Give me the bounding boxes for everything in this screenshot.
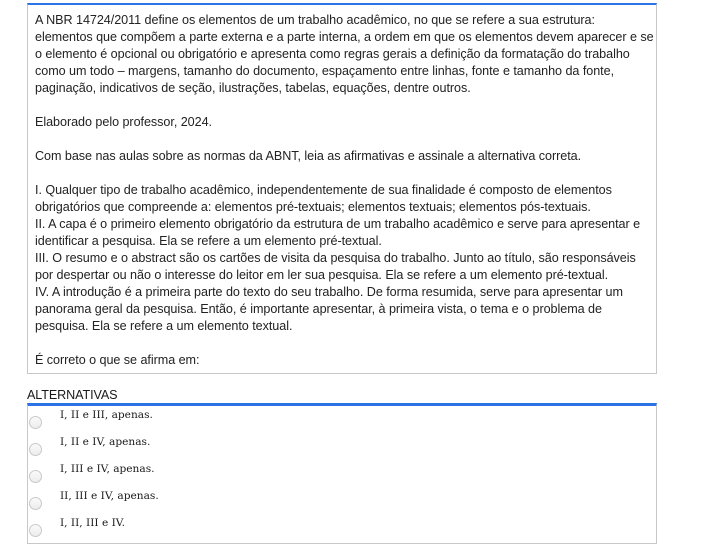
- question-context: A NBR 14724/2011 define os elementos de um trabalho acadêmico, no que se refere a sua estrutura: elementos que compõem a parte externa e a parte interna, a ordem em que os elementos devem aparecer e se o elemento é opcional ou obrigatório e apresenta como regras gerais a definição da formatação do trabalho como um todo – margens, tamanho do documento, espaçamento entre linhas, fonte e tamanho da fonte, paginação, indicativos de seção, ilustrações, tabelas, equações, dentre outros.: [35, 13, 654, 95]
- alternative-option-b[interactable]: [28, 433, 628, 459]
- radio-button-icon[interactable]: [29, 524, 42, 537]
- alternatives-header: ALTERNATIVAS: [27, 388, 118, 402]
- question-prompt: É correto o que se afirma em:: [35, 353, 200, 367]
- alternative-label[interactable]: II, III e IV, apenas.: [60, 490, 159, 502]
- alternative-option-c[interactable]: [28, 460, 628, 486]
- radio-button-icon[interactable]: [29, 443, 42, 456]
- question-box: [27, 3, 657, 374]
- radio-button-icon[interactable]: [29, 497, 42, 510]
- statement-4: IV. A introdução é a primeira parte do texto do seu trabalho. De forma resumida, serve para apresentar um panorama geral da pesquisa. Então, é importante apresentar, à primeira vista, o tema e o problema de pesquisa. Ela se refere a um elemento textual.: [35, 285, 623, 333]
- alternative-label[interactable]: I, II e IV, apenas.: [60, 436, 151, 448]
- alternative-option-d[interactable]: [28, 487, 628, 513]
- question-source: Elaborado pelo professor, 2024.: [35, 115, 212, 129]
- alternative-label[interactable]: I, II, III e IV.: [60, 517, 125, 529]
- alternative-label[interactable]: I, II e III, apenas.: [60, 409, 153, 421]
- question-text: [35, 12, 655, 369]
- statement-1: I. Qualquer tipo de trabalho acadêmico, independentemente de sua finalidade é composto de elementos obrigatórios que compreende a: elementos pré-textuais; elementos textuais; elementos pós-textuais.: [35, 183, 612, 214]
- alternative-label[interactable]: I, III e IV, apenas.: [60, 463, 155, 475]
- alternative-option-e[interactable]: [28, 514, 628, 540]
- statement-2: II. A capa é o primeiro elemento obrigatório da estrutura de um trabalho acadêmico e serve para apresentar e identificar a pesquisa. Ela se refere a um elemento pré-textual.: [35, 217, 641, 248]
- radio-button-icon[interactable]: [29, 470, 42, 483]
- alternatives-list: [27, 403, 657, 544]
- statement-3: III. O resumo e o abstract são os cartões de visita da pesquisa do trabalho. Junto ao título, são responsáveis por despertar ou não o interesse do leitor em ler sua pesquisa. Ela se refere a um elemento pré-textual.: [35, 251, 636, 282]
- alternative-option-a[interactable]: [28, 406, 628, 432]
- question-instruction: Com base nas aulas sobre as normas da ABNT, leia as afirmativas e assinale a alternativa correta.: [35, 149, 582, 163]
- radio-button-icon[interactable]: [29, 416, 42, 429]
